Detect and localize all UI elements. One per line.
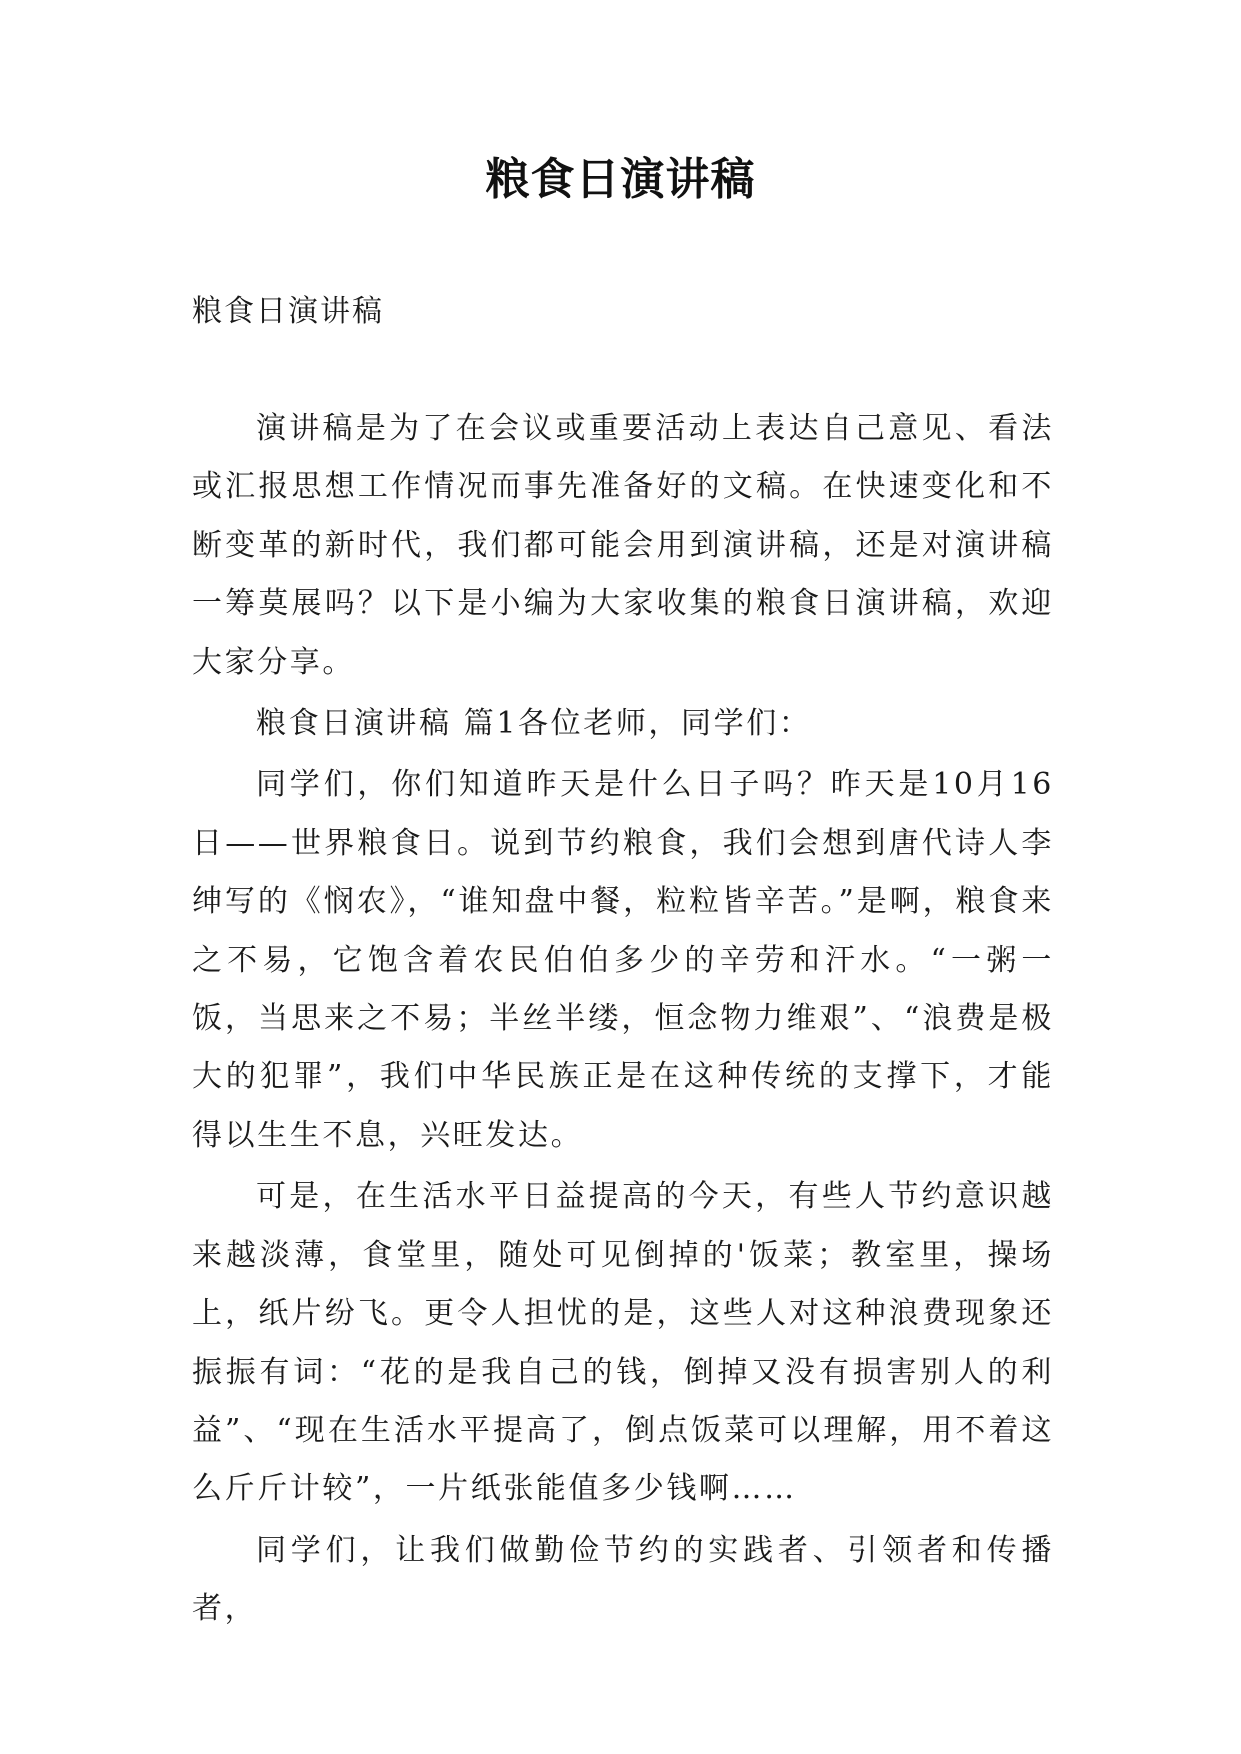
paragraph-greeting: 粮食日演讲稿 篇1各位老师，同学们： bbox=[256, 706, 812, 742]
document-body bbox=[192, 290, 1054, 1642]
paragraph-intro: 演讲稿是为了在会议或重要活动上表达自己意见、看法或汇报思想工作情况而事先准备好的文稿。在快速变化和不断变革的新时代，我们都可能会用到演讲稿，还是对演讲稿一筹莫展吗？以下是小编为大家收集的粮食日演讲稿，欢迎大家分享。 bbox=[192, 411, 1054, 680]
paragraph-food-day: 同学们，你们知道昨天是什么日子吗？昨天是10月16日——世界粮食日。说到节约粮食，我们会想到唐代诗人李绅写的《悯农》，“谁知盘中餐，粒粒皆辛苦。”是啊，粮食来之不易，它饱含着农民伯伯多少的辛劳和汗水。“一粥一饭，当思来之不易；半丝半缕，恒念物力维艰”、“浪费是极大的犯罪”，我们中华民族正是在这种传统的支撑下，才能得以生生不息，兴旺发达。 bbox=[192, 767, 1054, 1153]
document-subtitle: 粮食日演讲稿 bbox=[192, 294, 384, 329]
paragraph-waste: 可是，在生活水平日益提高的今天，有些人节约意识越来越淡薄，食堂里，随处可见倒掉的'饭菜；教室里，操场上，纸片纷飞。更令人担忧的是，这些人对这种浪费现象还振振有词：“花的是我自己的钱，倒掉又没有损害别人的利益”、“现在生活水平提高了，倒点饭菜可以理解，用不着这么斤斤计较”，一片纸张能值多少钱啊…… bbox=[192, 1179, 1054, 1507]
paragraph-call-to-action: 同学们，让我们做勤俭节约的实践者、引领者和传播者， bbox=[192, 1532, 1054, 1627]
document-title: 粮食日演讲稿 bbox=[485, 154, 756, 205]
